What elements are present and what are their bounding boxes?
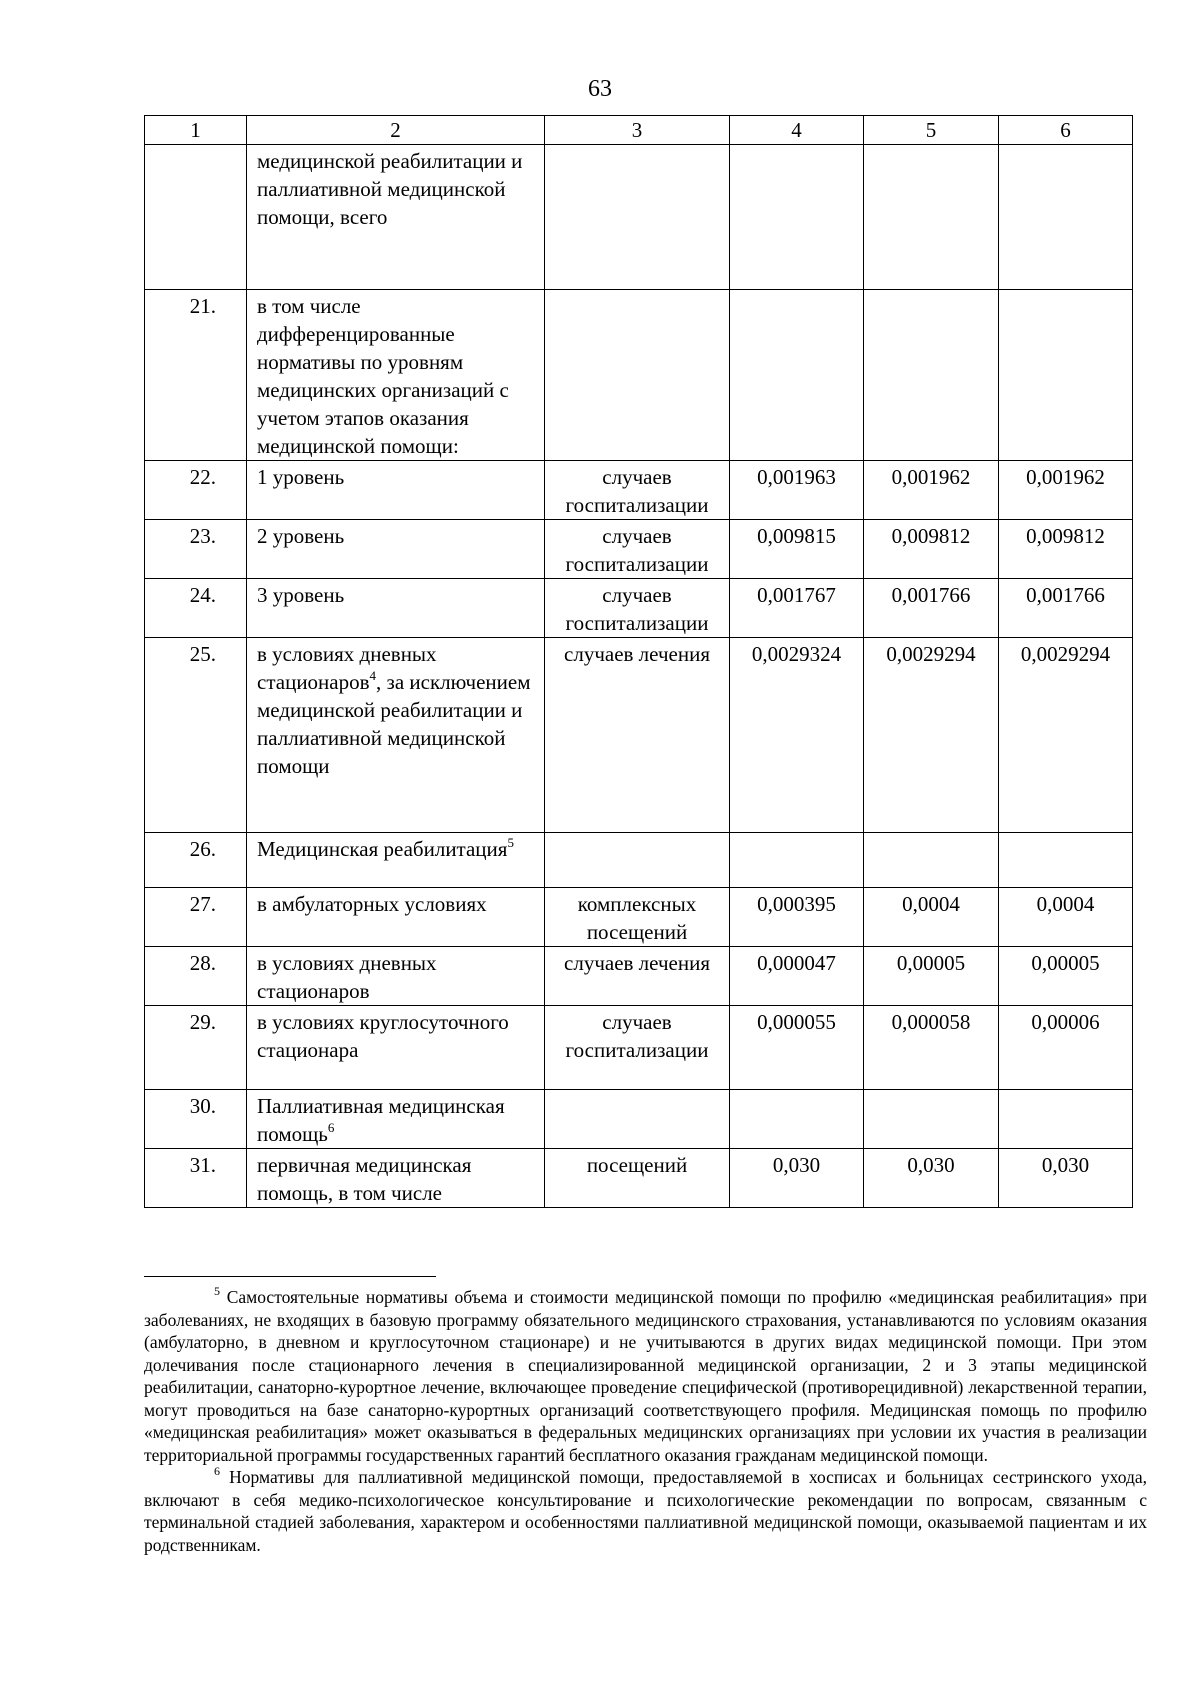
row-name-text: 1 уровень bbox=[257, 465, 345, 489]
row-value-col6: 0,0029294 bbox=[999, 638, 1133, 833]
row-name-text: медицинской реабилитации и паллиативной медицинской помощи, всего bbox=[257, 149, 523, 229]
page-number: 63 bbox=[588, 76, 612, 102]
row-name bbox=[247, 461, 545, 520]
row-value-col4: 0,001963 bbox=[730, 461, 864, 520]
row-name bbox=[247, 145, 545, 290]
header-cell: 2 bbox=[247, 116, 545, 145]
row-name-text: 2 уровень bbox=[257, 524, 345, 548]
row-name bbox=[247, 579, 545, 638]
row-value-col6: 0,009812 bbox=[999, 520, 1133, 579]
row-unit bbox=[545, 290, 730, 461]
row-number: 27. bbox=[145, 888, 247, 947]
row-value-col6: 0,00006 bbox=[999, 1006, 1133, 1090]
row-unit bbox=[545, 833, 730, 888]
table-row bbox=[145, 579, 1133, 638]
row-value-col5: 0,030 bbox=[864, 1149, 999, 1208]
row-name-text: в условиях круглосуточного стационара bbox=[257, 1010, 509, 1062]
row-number: 31. bbox=[145, 1149, 247, 1208]
row-value-col6: 0,00005 bbox=[999, 947, 1133, 1006]
row-name bbox=[247, 947, 545, 1006]
table-row bbox=[145, 145, 1133, 290]
row-name bbox=[247, 1006, 545, 1090]
row-name-text: в том числе дифференцированные нормативы по уровням медицинских организаций с учетом этапов оказания медицинской помощи: bbox=[257, 294, 509, 458]
footnotes bbox=[144, 1286, 1147, 1556]
row-unit bbox=[545, 145, 730, 290]
header-cell: 6 bbox=[999, 116, 1133, 145]
row-number: 21. bbox=[145, 290, 247, 461]
row-value-col6: 0,0004 bbox=[999, 888, 1133, 947]
table-row bbox=[145, 947, 1133, 1006]
row-value-col4: 0,030 bbox=[730, 1149, 864, 1208]
row-value-col6 bbox=[999, 290, 1133, 461]
row-value-col4: 0,001767 bbox=[730, 579, 864, 638]
row-value-col6: 0,030 bbox=[999, 1149, 1133, 1208]
row-value-col5: 0,00005 bbox=[864, 947, 999, 1006]
row-name-text: 3 уровень bbox=[257, 583, 345, 607]
row-name-text: в условиях дневных стационаров bbox=[257, 642, 437, 694]
row-value-col5: 0,009812 bbox=[864, 520, 999, 579]
row-name bbox=[247, 833, 545, 888]
row-unit: случаев лечения bbox=[545, 638, 730, 833]
row-name bbox=[247, 1149, 545, 1208]
header-cell: 1 bbox=[145, 116, 247, 145]
table-row bbox=[145, 290, 1133, 461]
row-unit: случаев госпитализации bbox=[545, 1006, 730, 1090]
row-name bbox=[247, 1090, 545, 1149]
row-unit: комплексных посещений bbox=[545, 888, 730, 947]
row-name bbox=[247, 290, 545, 461]
row-value-col5: 0,0004 bbox=[864, 888, 999, 947]
row-value-col6 bbox=[999, 833, 1133, 888]
row-value-col5 bbox=[864, 145, 999, 290]
row-name-text: Медицинская реабилитация bbox=[257, 837, 508, 861]
table-row bbox=[145, 1149, 1133, 1208]
row-value-col4: 0,000047 bbox=[730, 947, 864, 1006]
row-value-col6 bbox=[999, 145, 1133, 290]
row-value-col5: 0,001962 bbox=[864, 461, 999, 520]
row-name bbox=[247, 638, 545, 833]
row-value-col4: 0,0029324 bbox=[730, 638, 864, 833]
row-value-col6: 0,001766 bbox=[999, 579, 1133, 638]
row-value-col5: 0,0029294 bbox=[864, 638, 999, 833]
row-number: 23. bbox=[145, 520, 247, 579]
footnote-text: Самостоятельные нормативы объема и стоимости медицинской помощи по профилю «медицинская реабилитация» при заболеваниях, не входящих в базовую программу обязательного медицинского страхования, устанавливаются по условиям оказания (амбулаторно, в дневном и круглосуточном стационаре) и не учитываются в других видах медицинской помощи. При этом долечивания после стационарного лечения в специализированной медицинской организации, 2 и 3 этапы медицинской реабилитации, санаторно-курортное лечение, включающее проведение специфической (противорецидивной) лекарственной терапии, могут проводиться на базе санаторно-курортных организаций соответствующего профиля. Медицинская помощь по профилю «медицинская реабилитация» может оказываться в федеральных медицинских организациях при условии их участия в реализации территориальной программы государственных гарантий бесплатного оказания гражданам медицинской помощи. bbox=[144, 1287, 1147, 1465]
row-value-col6: 0,001962 bbox=[999, 461, 1133, 520]
footnote bbox=[144, 1286, 1147, 1466]
footnote-text: Нормативы для паллиативной медицинской помощи, предоставляемой в хосписах и больницах сестринского ухода, включают в себя медико-психологическое консультирование и психологические рекомендации по вопросам, связанным с терминальной стадией заболевания, характером и особенностями паллиативной медицинской помощи, оказываемой пациентам и их родственникам. bbox=[144, 1467, 1147, 1555]
footnote-ref: 5 bbox=[507, 835, 514, 850]
row-value-col4: 0,000395 bbox=[730, 888, 864, 947]
norms-table bbox=[144, 115, 1133, 1208]
row-value-col4 bbox=[730, 1090, 864, 1149]
row-value-col4: 0,009815 bbox=[730, 520, 864, 579]
table-row bbox=[145, 520, 1133, 579]
footnote-ref: 4 bbox=[369, 668, 377, 683]
row-name bbox=[247, 888, 545, 947]
row-unit: посещений bbox=[545, 1149, 730, 1208]
row-value-col4 bbox=[730, 290, 864, 461]
row-value-col4: 0,000055 bbox=[730, 1006, 864, 1090]
footnote-ref: 6 bbox=[327, 1120, 335, 1135]
footnote-separator bbox=[144, 1276, 436, 1277]
row-unit: случаев госпитализации bbox=[545, 461, 730, 520]
row-name-text-continued: , за исключением медицинской реабилитации и паллиативной медицинской помощи bbox=[257, 670, 531, 778]
row-unit: случаев госпитализации bbox=[545, 579, 730, 638]
footnote bbox=[144, 1466, 1147, 1556]
footnote-mark: 6 bbox=[214, 1464, 220, 1479]
row-number: 30. bbox=[145, 1090, 247, 1149]
table-header-row bbox=[145, 116, 1133, 145]
row-unit: случаев лечения bbox=[545, 947, 730, 1006]
row-number: 25. bbox=[145, 638, 247, 833]
row-number: 29. bbox=[145, 1006, 247, 1090]
table-row bbox=[145, 1006, 1133, 1090]
row-value-col5 bbox=[864, 833, 999, 888]
row-unit: случаев госпитализации bbox=[545, 520, 730, 579]
header-cell: 3 bbox=[545, 116, 730, 145]
row-value-col5 bbox=[864, 290, 999, 461]
row-number: 26. bbox=[145, 833, 247, 888]
row-value-col5: 0,001766 bbox=[864, 579, 999, 638]
row-name-text: Паллиативная медицинская помощь bbox=[257, 1094, 505, 1146]
header-cell: 5 bbox=[864, 116, 999, 145]
table-row bbox=[145, 1090, 1133, 1149]
row-name-text: в амбулаторных условиях bbox=[257, 892, 487, 916]
row-name-text: в условиях дневных стационаров bbox=[257, 951, 437, 1003]
table-row bbox=[145, 888, 1133, 947]
row-value-col4 bbox=[730, 833, 864, 888]
row-value-col4 bbox=[730, 145, 864, 290]
row-name-text: первичная медицинская помощь, в том числе bbox=[257, 1153, 472, 1205]
row-unit bbox=[545, 1090, 730, 1149]
footnote-mark: 5 bbox=[214, 1284, 220, 1299]
row-name bbox=[247, 520, 545, 579]
row-value-col6 bbox=[999, 1090, 1133, 1149]
table-row bbox=[145, 461, 1133, 520]
row-number: 24. bbox=[145, 579, 247, 638]
row-number: 28. bbox=[145, 947, 247, 1006]
header-cell: 4 bbox=[730, 116, 864, 145]
row-number bbox=[145, 145, 247, 290]
row-number: 22. bbox=[145, 461, 247, 520]
row-value-col5 bbox=[864, 1090, 999, 1149]
table-row bbox=[145, 833, 1133, 888]
table-row bbox=[145, 638, 1133, 833]
row-value-col5: 0,000058 bbox=[864, 1006, 999, 1090]
